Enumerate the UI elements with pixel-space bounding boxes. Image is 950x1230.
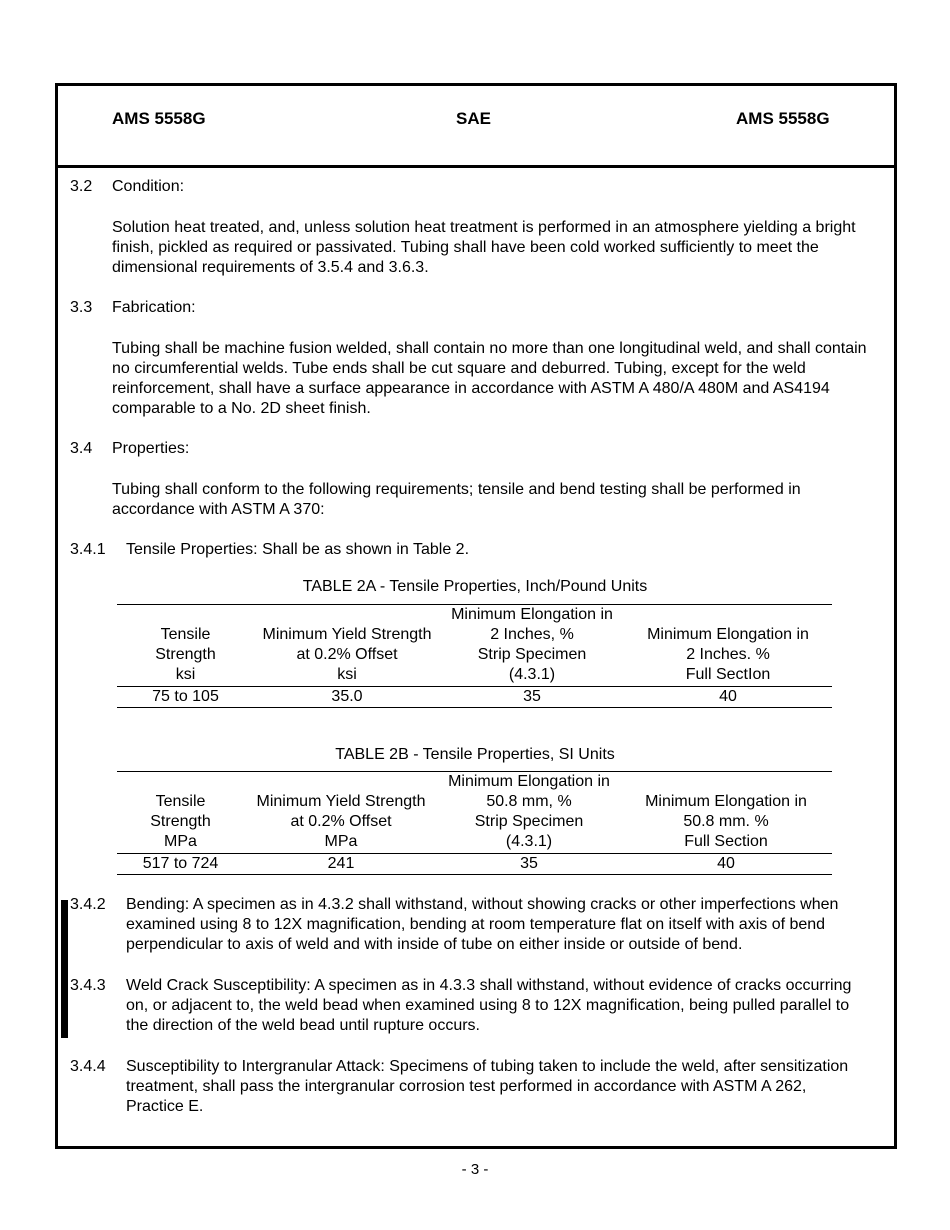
table-cell: 40 bbox=[620, 854, 832, 875]
column-header: Minimum Elongation in 2 Inches. % Full SectIon bbox=[624, 605, 832, 687]
table-cell: 40 bbox=[624, 687, 832, 708]
section-body-3-4-4: Susceptibility to Intergranular Attack: Specimens of tubing taken to include the weld, after sensitization treatment, shall pass the intergranular corrosion test performed in accordance with ASTM A 262, Practice E. bbox=[126, 1058, 849, 1115]
table-header-row bbox=[117, 772, 832, 854]
section-number-3-4-3: 3.4.3 bbox=[70, 977, 106, 994]
section-number-3-4-1: 3.4.1 bbox=[70, 541, 106, 558]
table-2b-title: TABLE 2B - Tensile Properties, SI Units bbox=[335, 746, 615, 763]
table-row bbox=[117, 687, 832, 708]
section-heading-3-2: Condition: bbox=[112, 178, 185, 195]
column-header: Minimum Elongation in 50.8 mm, % Strip Specimen (4.3.1) bbox=[438, 772, 620, 854]
page-number: - 3 - bbox=[461, 1161, 489, 1178]
column-header: Minimum Elongation in 50.8 mm. % Full Section bbox=[620, 772, 832, 854]
section-body-3-4-3: Weld Crack Susceptibility: A specimen as in 4.3.3 shall withstand, without evidence of cracks occurring on, or adjacent to, the weld bead when examined using 8 to 12X magnification, being pulled parallel to the direction of the weld bead until rupture occurs. bbox=[126, 977, 852, 1034]
table-row bbox=[117, 854, 832, 875]
table-2b bbox=[117, 771, 832, 875]
table-header-row bbox=[117, 605, 832, 687]
section-body-3-4-1: Tensile Properties: Shall be as shown in Table 2. bbox=[126, 541, 470, 558]
header-org: SAE bbox=[456, 109, 491, 128]
header-divider bbox=[55, 165, 897, 168]
table-cell: 517 to 724 bbox=[117, 854, 244, 875]
section-body-3-4-2: Bending: A specimen as in 4.3.2 shall withstand, without showing cracks or other imperfections when examined using 8 to 12X magnification, bending at room temperature flat on itself with axis of bend perpendicular to axis of weld and with inside of tube on either inside or outside of bend. bbox=[126, 896, 839, 953]
table-cell: 241 bbox=[244, 854, 438, 875]
table-cell: 35 bbox=[438, 854, 620, 875]
table-2a-title: TABLE 2A - Tensile Properties, Inch/Pound Units bbox=[302, 578, 648, 595]
table-cell: 35 bbox=[440, 687, 624, 708]
section-body-3-4: Tubing shall conform to the following requirements; tensile and bend testing shall be performed in accordance with ASTM A 370: bbox=[112, 481, 801, 518]
section-body-3-3: Tubing shall be machine fusion welded, shall contain no more than one longitudinal weld, and shall contain no circumferential welds. Tube ends shall be cut square and deburred. Tubing, except for the weld reinforcement, shall have a surface appearance in accordance with ASTM A 480/A 480M and AS4194 comparable to a No. 2D sheet finish. bbox=[112, 340, 867, 417]
column-header: Minimum Elongation in 2 Inches, % Strip Specimen (4.3.1) bbox=[440, 605, 624, 687]
section-number-3-2: 3.2 bbox=[70, 178, 93, 195]
section-heading-3-4: Properties: bbox=[112, 440, 190, 457]
column-header: Minimum Yield Strength at 0.2% Offset MPa bbox=[244, 772, 438, 854]
section-body-3-2: Solution heat treated, and, unless solution heat treatment is performed in an atmosphere yielding a bright finish, pickled as required or passivated. Tubing shall have been cold worked sufficiently to meet the dimensional requirements of 3.5.4 and 3.6.3. bbox=[112, 219, 856, 276]
column-header: Tensile Strength ksi bbox=[117, 605, 254, 687]
revision-change-bar bbox=[61, 900, 68, 1038]
table-2a bbox=[117, 604, 832, 708]
column-header: Tensile Strength MPa bbox=[117, 772, 244, 854]
section-number-3-4-2: 3.4.2 bbox=[70, 896, 106, 913]
section-number-3-3: 3.3 bbox=[70, 299, 93, 316]
section-number-3-4: 3.4 bbox=[70, 440, 93, 457]
section-heading-3-3: Fabrication: bbox=[112, 299, 196, 316]
table-cell: 75 to 105 bbox=[117, 687, 254, 708]
section-number-3-4-4: 3.4.4 bbox=[70, 1058, 106, 1075]
header-doc-number-right: AMS 5558G bbox=[736, 109, 830, 128]
header-doc-number-left: AMS 5558G bbox=[112, 109, 206, 128]
table-cell: 35.0 bbox=[254, 687, 440, 708]
column-header: Minimum Yield Strength at 0.2% Offset ksi bbox=[254, 605, 440, 687]
